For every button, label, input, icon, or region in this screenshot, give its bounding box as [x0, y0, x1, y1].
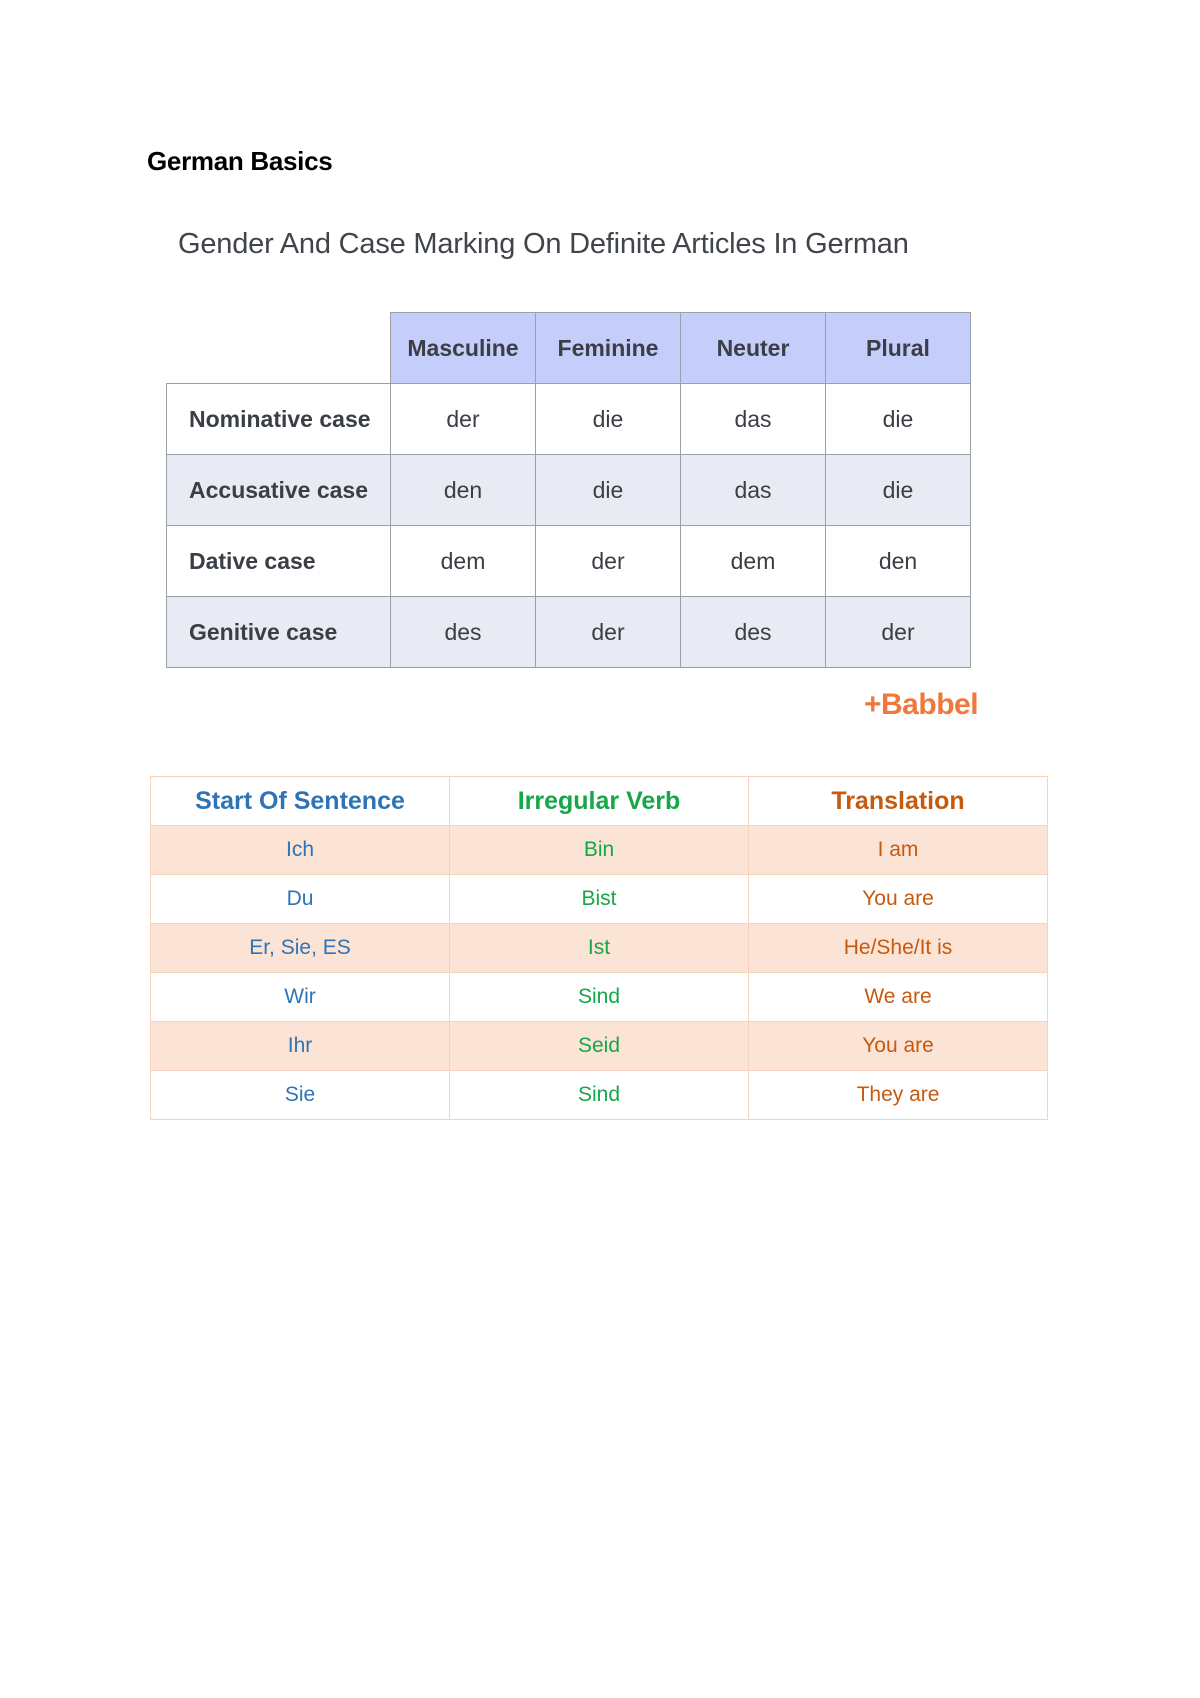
column-header: Feminine	[536, 313, 681, 384]
verb-header-row	[151, 777, 1048, 826]
translation-cell: They are	[749, 1071, 1048, 1120]
subject-cell: Sie	[151, 1071, 450, 1120]
articles-header-row	[167, 313, 971, 384]
translation-cell: I am	[749, 826, 1048, 875]
articles-row	[167, 526, 971, 597]
subject-cell: Wir	[151, 973, 450, 1022]
row-label: Dative case	[167, 526, 391, 597]
article-cell: das	[681, 384, 826, 455]
row-label: Accusative case	[167, 455, 391, 526]
articles-row	[167, 455, 971, 526]
article-cell: dem	[391, 526, 536, 597]
verb-row	[151, 1071, 1048, 1120]
row-label: Genitive case	[167, 597, 391, 668]
row-label: Nominative case	[167, 384, 391, 455]
verb-cell: Seid	[450, 1022, 749, 1071]
article-cell: der	[536, 597, 681, 668]
article-cell: der	[536, 526, 681, 597]
article-cell: die	[826, 455, 971, 526]
verb-row	[151, 875, 1048, 924]
column-header: Plural	[826, 313, 971, 384]
article-cell: des	[391, 597, 536, 668]
article-cell: die	[826, 384, 971, 455]
article-cell: den	[391, 455, 536, 526]
translation-cell: We are	[749, 973, 1048, 1022]
column-header: Translation	[749, 777, 1048, 826]
verb-cell: Sind	[450, 973, 749, 1022]
corner-cell	[167, 313, 391, 384]
verb-cell: Ist	[450, 924, 749, 973]
irregular-verb-table	[150, 776, 1048, 1120]
article-cell: das	[681, 455, 826, 526]
verb-row	[151, 826, 1048, 875]
translation-cell: You are	[749, 1022, 1048, 1071]
subject-cell: Ihr	[151, 1022, 450, 1071]
verb-cell: Sind	[450, 1071, 749, 1120]
article-cell: dem	[681, 526, 826, 597]
verb-cell: Bin	[450, 826, 749, 875]
article-cell: der	[391, 384, 536, 455]
article-cell: die	[536, 384, 681, 455]
article-cell: des	[681, 597, 826, 668]
articles-row	[167, 597, 971, 668]
article-cell: die	[536, 455, 681, 526]
articles-row	[167, 384, 971, 455]
subject-cell: Ich	[151, 826, 450, 875]
definite-articles-table	[166, 312, 971, 668]
translation-cell: You are	[749, 875, 1048, 924]
figure-title: Gender And Case Marking On Definite Articles In German	[178, 228, 909, 260]
verb-row	[151, 924, 1048, 973]
verb-row	[151, 1022, 1048, 1071]
babbel-logo: +Babbel	[864, 688, 979, 721]
article-cell: den	[826, 526, 971, 597]
translation-cell: He/She/It is	[749, 924, 1048, 973]
column-header: Masculine	[391, 313, 536, 384]
verb-cell: Bist	[450, 875, 749, 924]
verb-row	[151, 973, 1048, 1022]
page-heading: German Basics	[147, 146, 333, 176]
subject-cell: Er, Sie, ES	[151, 924, 450, 973]
subject-cell: Du	[151, 875, 450, 924]
column-header: Start Of Sentence	[151, 777, 450, 826]
column-header: Neuter	[681, 313, 826, 384]
article-cell: der	[826, 597, 971, 668]
column-header: Irregular Verb	[450, 777, 749, 826]
